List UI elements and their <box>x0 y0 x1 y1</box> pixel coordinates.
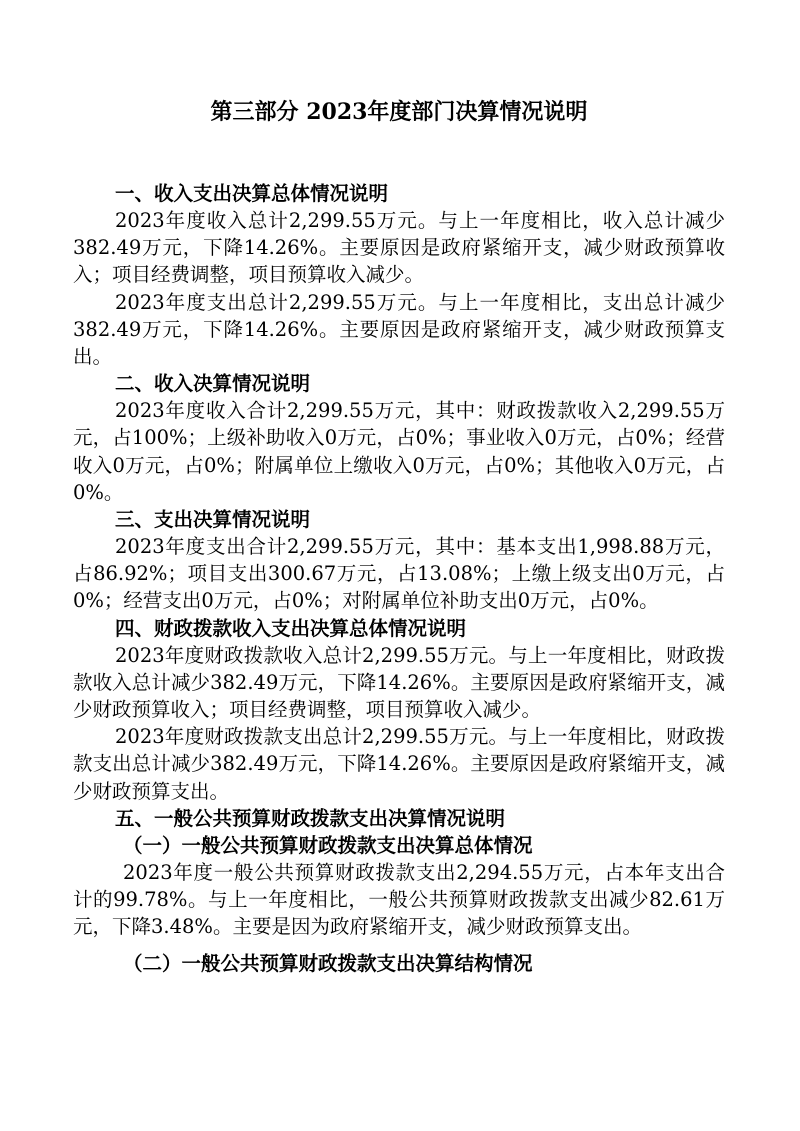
section-5-subsection-1-paragraph: 2023年度一般公共预算财政拨款支出2,294.55万元，占本年支出合计的99.78%。与上一年度相比，一般公共预算财政拨款支出减少82.61万元，下降3.48%。主要是因为政府紧缩开支，减少财政预算支出。 <box>73 860 725 939</box>
section-5-heading: 五、一般公共预算财政拨款支出决算情况说明 <box>115 806 506 830</box>
section-2-heading: 二、收入决算情况说明 <box>115 372 311 396</box>
section-4-paragraph-2: 2023年度财政拨款支出总计2,299.55万元。与上一年度相比，财政拨款支出总计减少382.49万元，下降14.26%。主要原因是政府紧缩开支，减少财政预算支出。 <box>73 725 725 803</box>
document-page <box>73 96 725 977</box>
section-4-paragraph-1: 2023年度财政拨款收入总计2,299.55万元。与上一年度相比，财政拨款收入总计减少382.49万元，下降14.26%。主要原因是政府紧缩开支，减少财政预算收入；项目经费调整，项目预算收入减少。 <box>73 643 725 722</box>
section-5-subheading-1: （一）一般公共预算财政拨款支出决算总体情况 <box>123 833 533 857</box>
document-title: 第三部分 2023年度部门决算情况说明 <box>210 99 588 125</box>
section-4-heading: 四、财政拨款收入支出决算总体情况说明 <box>115 616 467 640</box>
section-5-subheading-2: （二）一般公共预算财政拨款支出决算结构情况 <box>123 952 533 976</box>
section-3-paragraph-1: 2023年度支出合计2,299.55万元，其中：基本支出1,998.88万元，占86.92%；项目支出300.67万元，占13.08%；上缴上级支出0万元，占0%；经营支出0万元，占0%；对附属单位补助支出0万元，占0%。 <box>73 535 725 613</box>
section-1-paragraph-1: 2023年度收入总计2,299.55万元。与上一年度相比，收入总计减少382.49万元，下降14.26%。主要原因是政府紧缩开支，减少财政预算收入；项目经费调整，项目预算收入减少。 <box>73 209 725 287</box>
section-2-paragraph-1: 2023年度收入合计2,299.55万元，其中：财政拨款收入2,299.55万元，占100%；上级补助收入0万元，占0%；事业收入0万元，占0%；经营收入0万元，占0%；附属单位上缴收入0万元，占0%；其他收入0万元，占0%。 <box>73 399 725 504</box>
section-1-heading: 一、收入支出决算总体情况说明 <box>115 182 389 205</box>
section-1-paragraph-2: 2023年度支出总计2,299.55万元。与上一年度相比，支出总计减少382.49万元，下降14.26%。主要原因是政府紧缩开支，减少财政预算支出。 <box>73 290 725 369</box>
section-3-heading: 三、支出决算情况说明 <box>115 508 311 532</box>
